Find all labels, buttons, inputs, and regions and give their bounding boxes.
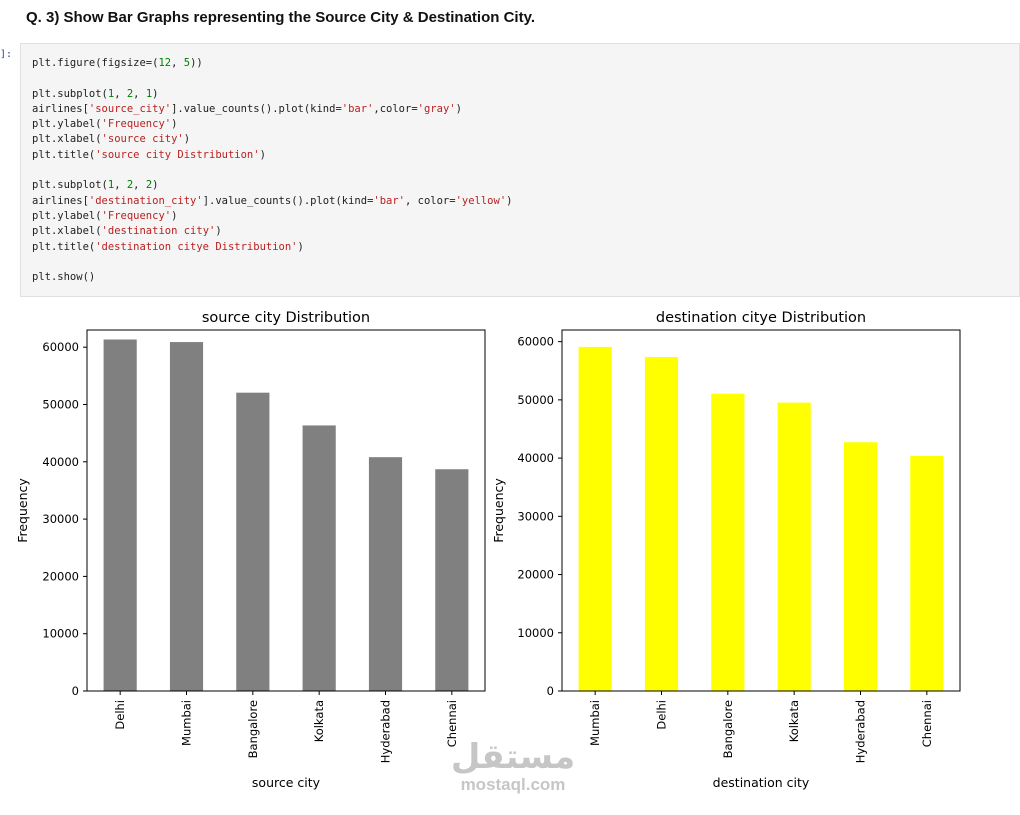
x-tick-label: Delhi — [654, 700, 669, 730]
y-tick-label: 20000 — [42, 569, 79, 584]
bar-kolkata — [778, 403, 811, 691]
chart-title: source city Distribution — [201, 310, 371, 326]
code-line: plt.xlabel('source city') — [32, 133, 191, 146]
y-tick-label: 50000 — [42, 397, 79, 412]
x-tick-label: Delhi — [113, 700, 128, 730]
code-line: plt.xlabel('destination city') — [32, 225, 222, 238]
y-tick-label: 10000 — [42, 626, 79, 641]
x-tick-label: Hyderabad — [853, 700, 868, 764]
bar-bangalore — [236, 393, 269, 691]
cell-prompt: ]: — [0, 49, 13, 60]
code-line: plt.subplot(1, 2, 2) — [32, 179, 159, 192]
code-line: airlines['destination_city'].value_counts().plot(kind='bar', color='yellow') — [32, 194, 513, 207]
bar-delhi — [104, 339, 137, 691]
bar-bangalore — [711, 394, 744, 691]
code-line: plt.ylabel('Frequency') — [32, 209, 178, 222]
y-tick-label: 50000 — [517, 392, 554, 407]
x-axis-label: destination city — [712, 775, 810, 790]
page-heading: Q. 3) Show Bar Graphs representing the Source City & Destination City. — [26, 9, 535, 26]
x-tick-label: Mumbai — [179, 700, 194, 746]
axes-frame — [562, 330, 960, 691]
bar-chennai — [435, 469, 468, 691]
y-axis-label: Frequency — [491, 478, 506, 543]
y-tick-label: 0 — [546, 684, 554, 698]
code-line: plt.figure(figsize=(12, 5)) — [32, 57, 203, 69]
code-line: plt.subplot(1, 2, 1) — [32, 87, 159, 100]
x-tick-label: Bangalore — [245, 700, 260, 759]
chart-title: destination citye Distribution — [655, 310, 867, 326]
x-tick-label: Mumbai — [588, 700, 603, 746]
code-editor[interactable] — [32, 56, 512, 285]
y-axis-label: Frequency — [15, 478, 30, 543]
y-tick-label: 60000 — [517, 334, 554, 349]
y-tick-label: 30000 — [517, 509, 554, 524]
watermark-arabic-text: مستقل — [450, 737, 576, 777]
code-line — [32, 71, 512, 86]
code-cell[interactable] — [20, 43, 1020, 297]
x-tick-label: Kolkata — [787, 700, 802, 743]
y-tick-label: 30000 — [42, 512, 79, 527]
watermark-latin-text: mostaql.com — [460, 775, 566, 794]
bar-delhi — [645, 357, 678, 691]
code-line: plt.title('destination citye Distribution') — [32, 240, 304, 253]
code-line — [32, 163, 512, 178]
x-tick-label: Hyderabad — [378, 700, 393, 764]
code-line: plt.show() — [32, 271, 96, 284]
x-tick-label: Chennai — [444, 700, 459, 748]
bar-mumbai — [579, 347, 612, 691]
mostaql-watermark — [448, 738, 578, 794]
x-axis-label: source city — [251, 775, 321, 790]
y-tick-label: 40000 — [517, 451, 554, 466]
bar-hyderabad — [844, 442, 877, 691]
code-line: plt.title('source city Distribution') — [32, 148, 266, 161]
x-tick-label: Chennai — [919, 700, 934, 748]
y-tick-label: 60000 — [42, 340, 79, 355]
bar-mumbai — [170, 342, 203, 691]
x-tick-label: Kolkata — [312, 700, 327, 743]
bar-kolkata — [303, 425, 336, 691]
x-tick-label: Bangalore — [720, 700, 735, 759]
bar-chennai — [910, 456, 943, 691]
axes-frame — [87, 330, 485, 691]
y-tick-label: 20000 — [517, 567, 554, 582]
y-tick-label: 10000 — [517, 625, 554, 640]
code-line — [32, 255, 512, 270]
code-line: airlines['source_city'].value_counts().plot(kind='bar',color='gray') — [32, 102, 462, 115]
bar-hyderabad — [369, 457, 402, 691]
y-tick-label: 0 — [71, 684, 79, 698]
y-tick-label: 40000 — [42, 454, 79, 469]
code-line: plt.ylabel('Frequency') — [32, 118, 178, 131]
